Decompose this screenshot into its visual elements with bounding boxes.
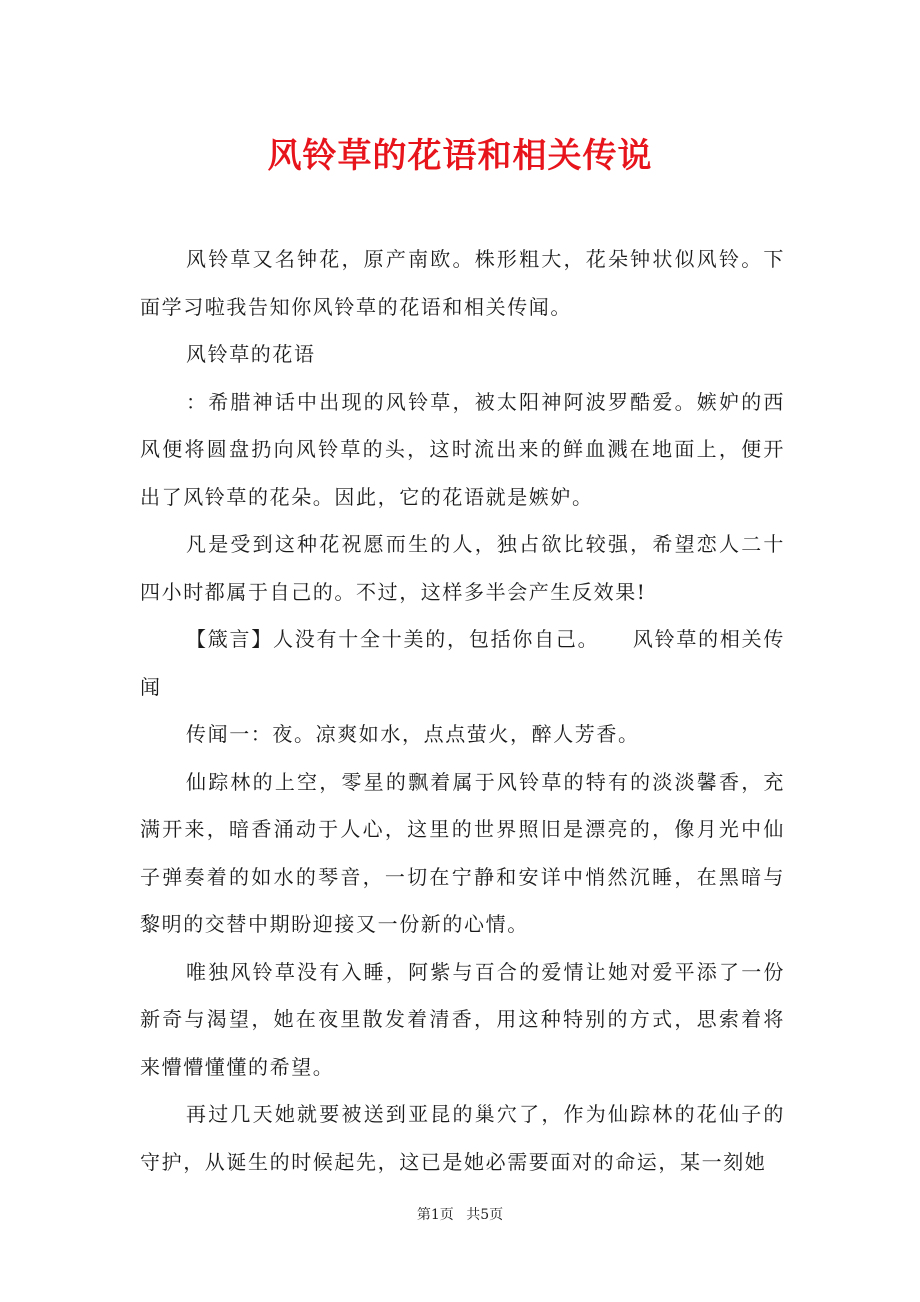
- document-body: [140, 236, 785, 1186]
- paragraph-destiny: 再过几天她就要被送到亚昆的巢穴了，作为仙踪林的花仙子的守护，从诞生的时候起先，这已是她必需要面对的命运，某一刻她: [140, 1102, 785, 1174]
- page-number: 第1页: [416, 1207, 454, 1223]
- section-heading-flower-language: 风铃草的花语: [186, 342, 316, 366]
- paragraph-possessive: 凡是受到这种花祝愿而生的人，独占欲比较强，希望恋人二十四小时都属于自己的。不过，这样多半会产生反效果!: [140, 532, 785, 604]
- page-total: 共5页: [466, 1207, 504, 1223]
- paragraph-intro: 风铃草又名钟花，原产南欧。株形粗大，花朵钟状似风铃。下面学习啦我告知你风铃草的花语和相关传闻。: [140, 247, 785, 319]
- paragraph-motto: 【箴言】人没有十全十美的，包括你自己。 风铃草的相关传闻: [140, 627, 785, 699]
- paragraph-bellflower-awake: 唯独风铃草没有入睡，阿紫与百合的爱情让她对爱平添了一份新奇与渴望，她在夜里散发着清香，用这种特别的方式，思索着将来懵懵懂懂的希望。: [140, 959, 785, 1079]
- paragraph-myth: ：希腊神话中出现的风铃草，被太阳神阿波罗酷爱。嫉妒的西风便将圆盘扔向风铃草的头，这时流出来的鲜血溅在地面上，便开出了风铃草的花朵。因此，它的花语就是嫉妒。: [140, 389, 785, 509]
- paragraph-legend-one: 传闻一：夜。凉爽如水，点点萤火，醉人芳香。: [186, 722, 640, 746]
- page-footer: [0, 1205, 920, 1225]
- paragraph-forest-sky: 仙踪林的上空，零星的飘着属于风铃草的特有的淡淡馨香，充满开来，暗香涌动于人心，这里的世界照旧是漂亮的，像月光中仙子弹奏着的如水的琴音，一切在宁静和安详中悄然沉睡，在黑暗与黎明的交替中期盼迎接又一份新的心情。: [140, 769, 785, 936]
- document-title: 风铃草的花语和相关传说: [267, 135, 653, 176]
